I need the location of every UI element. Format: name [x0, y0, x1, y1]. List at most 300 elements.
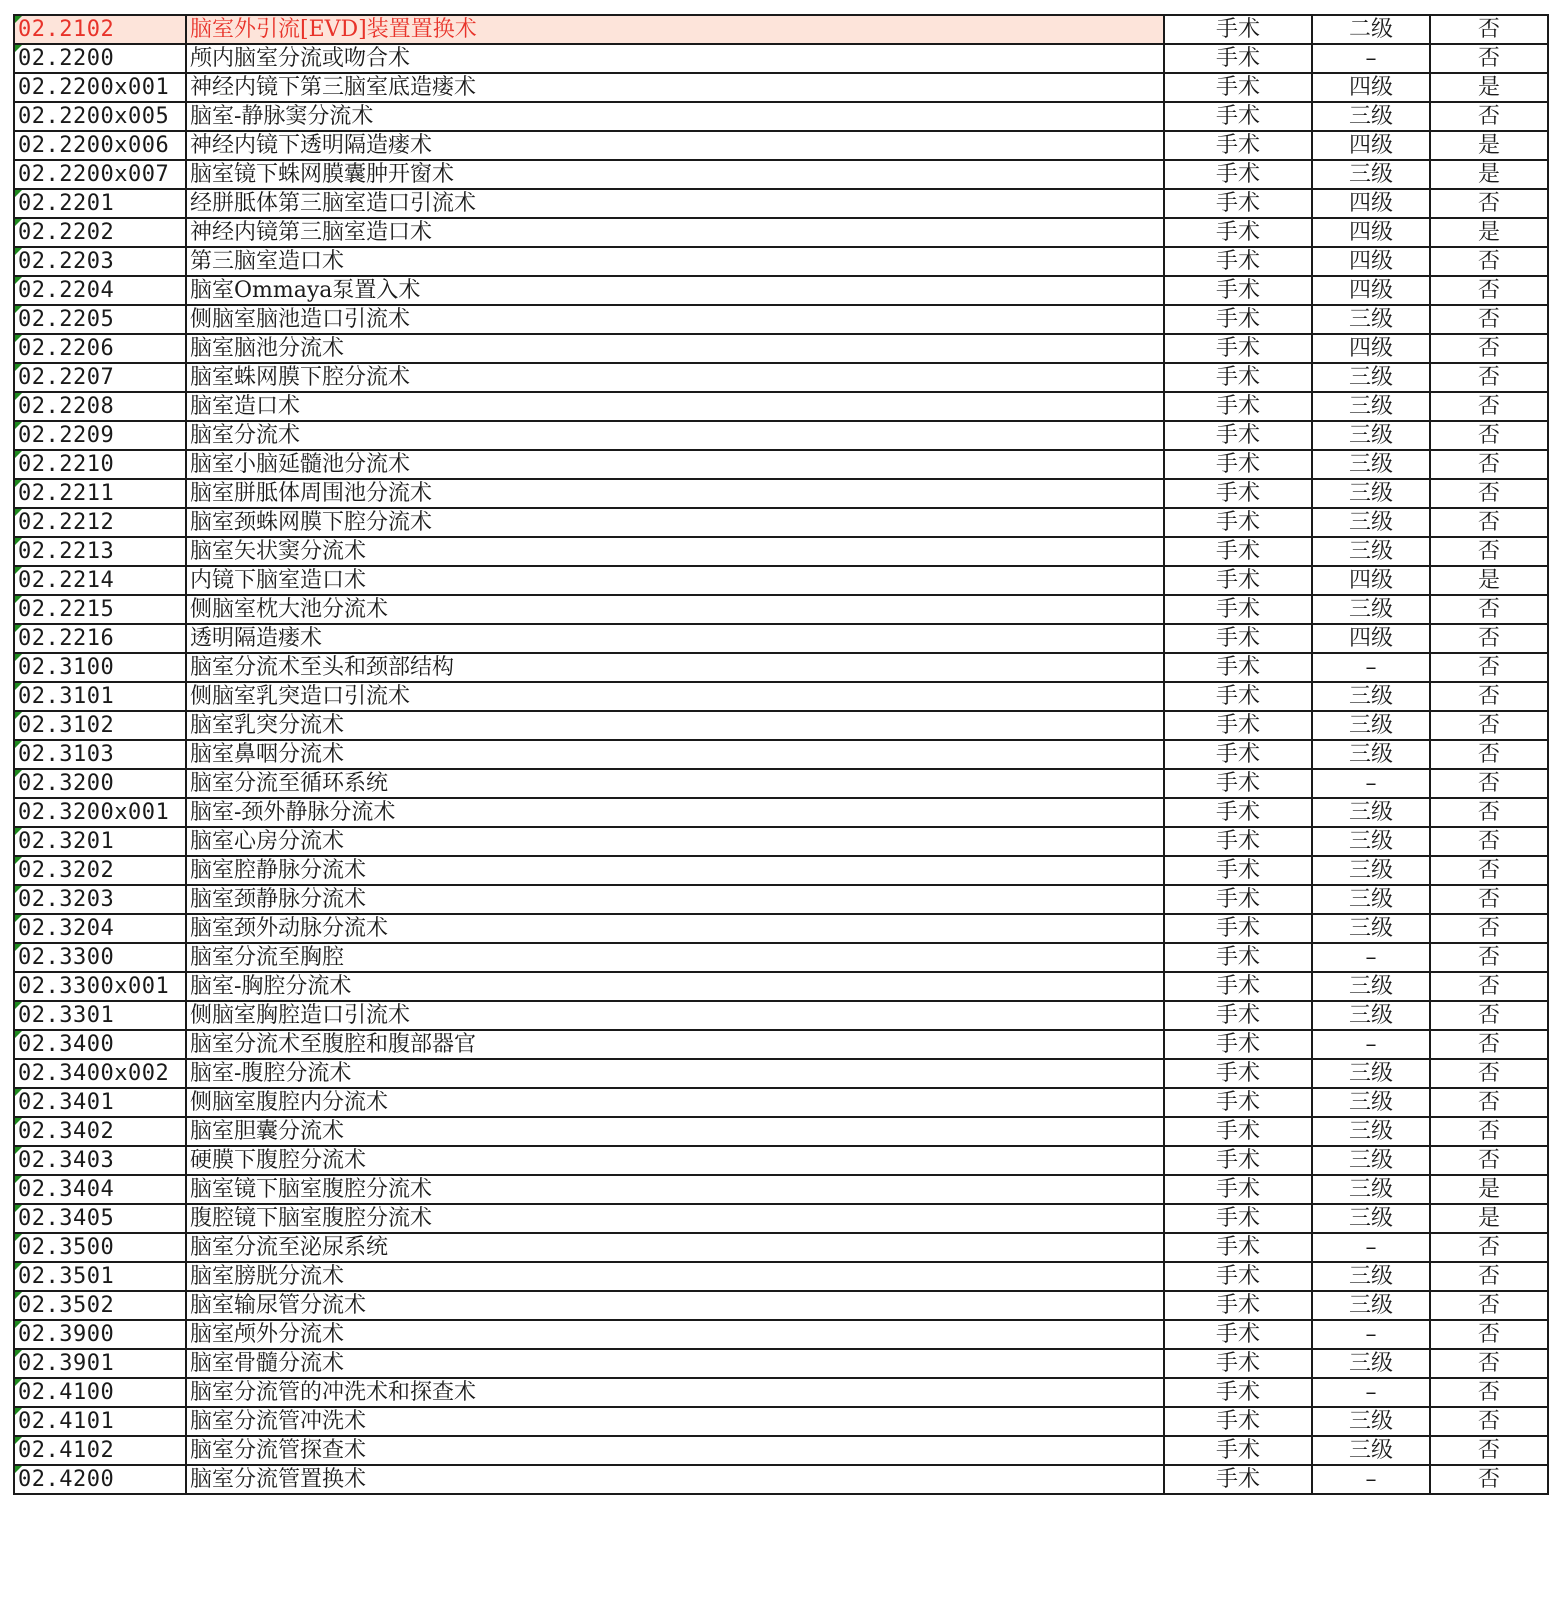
procedure-name-cell[interactable] — [186, 595, 1164, 624]
procedure-level: 三级 — [1348, 1264, 1393, 1289]
procedure-code-cell[interactable] — [14, 392, 186, 421]
procedure-flag: 否 — [1477, 684, 1500, 709]
procedure-code-cell[interactable] — [14, 827, 186, 856]
procedure-type-cell[interactable] — [1164, 1175, 1312, 1204]
procedure-flag-cell[interactable] — [1430, 885, 1548, 914]
procedure-level-cell[interactable] — [1312, 537, 1430, 566]
procedure-name-cell[interactable] — [186, 1378, 1164, 1407]
procedure-level-cell[interactable] — [1312, 1059, 1430, 1088]
procedure-level: 四级 — [1348, 75, 1393, 100]
procedure-name-cell[interactable] — [186, 914, 1164, 943]
procedure-name-cell[interactable] — [186, 334, 1164, 363]
procedure-flag-cell[interactable] — [1430, 1059, 1548, 1088]
procedure-flag-cell[interactable] — [1430, 160, 1548, 189]
procedure-type-cell[interactable] — [1164, 276, 1312, 305]
procedure-name-cell[interactable] — [186, 247, 1164, 276]
procedure-name-cell[interactable] — [186, 972, 1164, 1001]
procedure-type-cell[interactable] — [1164, 73, 1312, 102]
procedure-code-cell[interactable] — [14, 276, 186, 305]
procedure-code-cell[interactable] — [14, 566, 186, 595]
procedure-type-cell[interactable] — [1164, 740, 1312, 769]
procedure-type-cell[interactable] — [1164, 914, 1312, 943]
procedure-name-cell[interactable] — [186, 827, 1164, 856]
procedure-type-cell[interactable] — [1164, 1088, 1312, 1117]
procedure-code-cell[interactable] — [14, 1262, 186, 1291]
procedure-type-cell[interactable] — [1164, 653, 1312, 682]
procedure-type-cell[interactable] — [1164, 827, 1312, 856]
table-row — [14, 131, 1548, 160]
procedure-level-cell[interactable] — [1312, 595, 1430, 624]
procedure-flag-cell[interactable] — [1430, 1233, 1548, 1262]
procedure-name-cell[interactable] — [186, 1320, 1164, 1349]
procedure-code-cell[interactable] — [14, 682, 186, 711]
procedure-flag-cell[interactable] — [1430, 73, 1548, 102]
procedure-level: 四级 — [1348, 336, 1393, 361]
procedure-code-cell[interactable] — [14, 218, 186, 247]
procedure-level-cell[interactable] — [1312, 1117, 1430, 1146]
procedure-type-cell[interactable] — [1164, 1291, 1312, 1320]
procedure-flag-cell[interactable] — [1430, 334, 1548, 363]
procedure-name-cell[interactable] — [186, 1146, 1164, 1175]
procedure-code-cell[interactable] — [14, 1175, 186, 1204]
procedure-level-cell[interactable] — [1312, 1349, 1430, 1378]
procedure-level-cell[interactable] — [1312, 885, 1430, 914]
procedure-name-cell[interactable] — [186, 1059, 1164, 1088]
procedure-level-cell[interactable] — [1312, 740, 1430, 769]
procedure-flag-cell[interactable] — [1430, 1320, 1548, 1349]
procedure-level-cell[interactable] — [1312, 1436, 1430, 1465]
table-row — [14, 479, 1548, 508]
procedure-code-cell[interactable] — [14, 1204, 186, 1233]
procedure-level: 三级 — [1348, 510, 1393, 535]
procedure-code-cell[interactable] — [14, 15, 186, 44]
procedure-level-cell[interactable] — [1312, 1407, 1430, 1436]
procedure-table — [13, 14, 1549, 1495]
procedure-code-cell[interactable] — [14, 1349, 186, 1378]
procedure-flag-cell[interactable] — [1430, 1291, 1548, 1320]
procedure-type-cell[interactable] — [1164, 1204, 1312, 1233]
procedure-name-cell[interactable] — [186, 1175, 1164, 1204]
procedure-level-cell[interactable] — [1312, 682, 1430, 711]
procedure-level-cell[interactable] — [1312, 421, 1430, 450]
procedure-type-cell[interactable] — [1164, 1030, 1312, 1059]
procedure-flag-cell[interactable] — [1430, 653, 1548, 682]
procedure-code-cell[interactable] — [14, 363, 186, 392]
procedure-flag-cell[interactable] — [1430, 15, 1548, 44]
procedure-name-cell[interactable] — [186, 1407, 1164, 1436]
procedure-flag-cell[interactable] — [1430, 247, 1548, 276]
procedure-code-cell[interactable] — [14, 131, 186, 160]
procedure-name-cell[interactable] — [186, 1001, 1164, 1030]
procedure-code-cell[interactable] — [14, 1088, 186, 1117]
procedure-code-cell[interactable] — [14, 508, 186, 537]
procedure-flag-cell[interactable] — [1430, 1146, 1548, 1175]
procedure-code: 02.2203 — [18, 249, 115, 274]
procedure-flag-cell[interactable] — [1430, 508, 1548, 537]
procedure-name-cell[interactable] — [186, 1291, 1164, 1320]
text-number-warning-icon — [15, 1466, 22, 1473]
procedure-code-cell[interactable] — [14, 769, 186, 798]
procedure-name-cell[interactable] — [186, 653, 1164, 682]
procedure-flag-cell[interactable] — [1430, 44, 1548, 73]
procedure-type-cell[interactable] — [1164, 334, 1312, 363]
procedure-flag-cell[interactable] — [1430, 1262, 1548, 1291]
procedure-code: 02.2213 — [18, 539, 115, 564]
procedure-code-cell[interactable] — [14, 1291, 186, 1320]
procedure-level: 三级 — [1348, 1409, 1393, 1434]
procedure-code-cell[interactable] — [14, 972, 186, 1001]
procedure-flag-cell[interactable] — [1430, 682, 1548, 711]
procedure-code-cell[interactable] — [14, 247, 186, 276]
procedure-flag-cell[interactable] — [1430, 1088, 1548, 1117]
procedure-name-cell[interactable] — [186, 160, 1164, 189]
procedure-name-cell[interactable] — [186, 769, 1164, 798]
procedure-flag-cell[interactable] — [1430, 914, 1548, 943]
procedure-type-cell[interactable] — [1164, 247, 1312, 276]
procedure-flag-cell[interactable] — [1430, 1204, 1548, 1233]
procedure-flag-cell[interactable] — [1430, 131, 1548, 160]
procedure-code: 02.3203 — [18, 887, 115, 912]
procedure-type-cell[interactable] — [1164, 566, 1312, 595]
procedure-flag-cell[interactable] — [1430, 1349, 1548, 1378]
procedure-type-cell[interactable] — [1164, 624, 1312, 653]
procedure-flag-cell[interactable] — [1430, 1175, 1548, 1204]
procedure-type-cell[interactable] — [1164, 1001, 1312, 1030]
procedure-level-cell[interactable] — [1312, 1233, 1430, 1262]
procedure-type-cell[interactable] — [1164, 15, 1312, 44]
procedure-name-cell[interactable] — [186, 1233, 1164, 1262]
procedure-flag: 否 — [1477, 1467, 1500, 1492]
procedure-level-cell[interactable] — [1312, 653, 1430, 682]
table-row — [14, 1030, 1548, 1059]
procedure-name-cell[interactable] — [186, 189, 1164, 218]
procedure-name: 脑室分流术 — [190, 423, 301, 448]
procedure-level-cell[interactable] — [1312, 392, 1430, 421]
procedure-flag-cell[interactable] — [1430, 827, 1548, 856]
procedure-code: 02.2205 — [18, 307, 115, 332]
procedure-flag-cell[interactable] — [1430, 421, 1548, 450]
procedure-flag-cell[interactable] — [1430, 276, 1548, 305]
procedure-flag-cell[interactable] — [1430, 711, 1548, 740]
procedure-code-cell[interactable] — [14, 479, 186, 508]
procedure-code-cell[interactable] — [14, 1001, 186, 1030]
procedure-level: 三级 — [1348, 887, 1393, 912]
procedure-type-cell[interactable] — [1164, 1407, 1312, 1436]
procedure-type: 手术 — [1215, 742, 1260, 767]
procedure-type-cell[interactable] — [1164, 885, 1312, 914]
procedure-level-cell[interactable] — [1312, 1320, 1430, 1349]
procedure-code-cell[interactable] — [14, 914, 186, 943]
procedure-type-cell[interactable] — [1164, 1146, 1312, 1175]
procedure-type-cell[interactable] — [1164, 363, 1312, 392]
procedure-code-cell[interactable] — [14, 44, 186, 73]
table-row — [14, 450, 1548, 479]
procedure-level-cell[interactable] — [1312, 450, 1430, 479]
procedure-code-cell[interactable] — [14, 102, 186, 131]
procedure-level-cell[interactable] — [1312, 15, 1430, 44]
procedure-level-cell[interactable] — [1312, 160, 1430, 189]
procedure-type-cell[interactable] — [1164, 305, 1312, 334]
procedure-code: 02.3300 — [18, 945, 115, 970]
procedure-type: 手术 — [1215, 249, 1260, 274]
procedure-level-cell[interactable] — [1312, 1175, 1430, 1204]
procedure-level-cell[interactable] — [1312, 566, 1430, 595]
procedure-code-cell[interactable] — [14, 450, 186, 479]
procedure-level-cell[interactable] — [1312, 102, 1430, 131]
procedure-type: 手术 — [1215, 626, 1260, 651]
procedure-type-cell[interactable] — [1164, 1349, 1312, 1378]
procedure-type-cell[interactable] — [1164, 1436, 1312, 1465]
procedure-level: 三级 — [1348, 1090, 1393, 1115]
procedure-code-cell[interactable] — [14, 1407, 186, 1436]
procedure-type-cell[interactable] — [1164, 1262, 1312, 1291]
procedure-level-cell[interactable] — [1312, 189, 1430, 218]
procedure-code-cell[interactable] — [14, 653, 186, 682]
procedure-code-cell[interactable] — [14, 1378, 186, 1407]
procedure-level-cell[interactable] — [1312, 914, 1430, 943]
procedure-name-cell[interactable] — [186, 363, 1164, 392]
procedure-flag: 否 — [1477, 365, 1500, 390]
procedure-level-cell[interactable] — [1312, 479, 1430, 508]
procedure-code-cell[interactable] — [14, 305, 186, 334]
procedure-level-cell[interactable] — [1312, 247, 1430, 276]
procedure-name-cell[interactable] — [186, 1088, 1164, 1117]
procedure-name-cell[interactable] — [186, 1117, 1164, 1146]
procedure-code-cell[interactable] — [14, 1465, 186, 1494]
procedure-flag-cell[interactable] — [1430, 1001, 1548, 1030]
procedure-flag-cell[interactable] — [1430, 566, 1548, 595]
procedure-name-cell[interactable] — [186, 943, 1164, 972]
procedure-code-cell[interactable] — [14, 624, 186, 653]
procedure-level-cell[interactable] — [1312, 1146, 1430, 1175]
procedure-level-cell[interactable] — [1312, 827, 1430, 856]
procedure-name-cell[interactable] — [186, 1204, 1164, 1233]
procedure-type-cell[interactable] — [1164, 508, 1312, 537]
procedure-flag-cell[interactable] — [1430, 856, 1548, 885]
procedure-type-cell[interactable] — [1164, 218, 1312, 247]
procedure-code: 02.3500 — [18, 1235, 115, 1260]
procedure-flag: 否 — [1477, 1119, 1500, 1144]
procedure-name: 脑室输尿管分流术 — [190, 1293, 367, 1318]
procedure-level: 三级 — [1348, 1003, 1393, 1028]
procedure-code-cell[interactable] — [14, 334, 186, 363]
procedure-name-cell[interactable] — [186, 1262, 1164, 1291]
procedure-type-cell[interactable] — [1164, 189, 1312, 218]
procedure-code-cell[interactable] — [14, 189, 186, 218]
procedure-type-cell[interactable] — [1164, 972, 1312, 1001]
procedure-name-cell[interactable] — [186, 682, 1164, 711]
procedure-name-cell[interactable] — [186, 102, 1164, 131]
procedure-flag-cell[interactable] — [1430, 1407, 1548, 1436]
procedure-type-cell[interactable] — [1164, 595, 1312, 624]
procedure-level-cell[interactable] — [1312, 1378, 1430, 1407]
procedure-level-cell[interactable] — [1312, 131, 1430, 160]
procedure-level-cell[interactable] — [1312, 363, 1430, 392]
procedure-type-cell[interactable] — [1164, 450, 1312, 479]
procedure-name-cell[interactable] — [186, 305, 1164, 334]
procedure-flag-cell[interactable] — [1430, 1436, 1548, 1465]
procedure-name-cell[interactable] — [186, 131, 1164, 160]
procedure-name-cell[interactable] — [186, 624, 1164, 653]
procedure-name-cell[interactable] — [186, 218, 1164, 247]
procedure-name-cell[interactable] — [186, 566, 1164, 595]
procedure-name-cell[interactable] — [186, 1465, 1164, 1494]
procedure-name: 经胼胝体第三脑室造口引流术 — [190, 191, 477, 216]
procedure-flag-cell[interactable] — [1430, 943, 1548, 972]
procedure-type-cell[interactable] — [1164, 1117, 1312, 1146]
procedure-flag-cell[interactable] — [1430, 450, 1548, 479]
procedure-code-cell[interactable] — [14, 1030, 186, 1059]
procedure-level-cell[interactable] — [1312, 305, 1430, 334]
procedure-level-cell[interactable] — [1312, 1465, 1430, 1494]
procedure-type-cell[interactable] — [1164, 1320, 1312, 1349]
procedure-type-cell[interactable] — [1164, 131, 1312, 160]
procedure-type-cell[interactable] — [1164, 1059, 1312, 1088]
procedure-flag-cell[interactable] — [1430, 392, 1548, 421]
procedure-name-cell[interactable] — [186, 1349, 1164, 1378]
procedure-code-cell[interactable] — [14, 1059, 186, 1088]
procedure-flag-cell[interactable] — [1430, 740, 1548, 769]
procedure-flag-cell[interactable] — [1430, 305, 1548, 334]
procedure-name-cell[interactable] — [186, 450, 1164, 479]
procedure-type-cell[interactable] — [1164, 479, 1312, 508]
procedure-code-cell[interactable] — [14, 943, 186, 972]
procedure-name-cell[interactable] — [186, 421, 1164, 450]
procedure-flag-cell[interactable] — [1430, 363, 1548, 392]
procedure-level-cell[interactable] — [1312, 1001, 1430, 1030]
procedure-level-cell[interactable] — [1312, 711, 1430, 740]
procedure-flag-cell[interactable] — [1430, 1378, 1548, 1407]
procedure-level-cell[interactable] — [1312, 44, 1430, 73]
procedure-level-cell[interactable] — [1312, 943, 1430, 972]
procedure-level-cell[interactable] — [1312, 798, 1430, 827]
procedure-type-cell[interactable] — [1164, 160, 1312, 189]
procedure-flag-cell[interactable] — [1430, 624, 1548, 653]
procedure-level-cell[interactable] — [1312, 856, 1430, 885]
procedure-level: – — [1365, 945, 1377, 970]
procedure-code-cell[interactable] — [14, 595, 186, 624]
procedure-name-cell[interactable] — [186, 1436, 1164, 1465]
procedure-name-cell[interactable] — [186, 711, 1164, 740]
procedure-level-cell[interactable] — [1312, 769, 1430, 798]
procedure-name-cell[interactable] — [186, 73, 1164, 102]
procedure-name-cell[interactable] — [186, 798, 1164, 827]
procedure-level: – — [1365, 1467, 1377, 1492]
procedure-name: 脑室分流管的冲洗术和探查术 — [190, 1380, 477, 1405]
procedure-name-cell[interactable] — [186, 740, 1164, 769]
procedure-level-cell[interactable] — [1312, 73, 1430, 102]
procedure-level-cell[interactable] — [1312, 276, 1430, 305]
procedure-code-cell[interactable] — [14, 1436, 186, 1465]
procedure-code-cell[interactable] — [14, 73, 186, 102]
procedure-flag-cell[interactable] — [1430, 1117, 1548, 1146]
procedure-code-cell[interactable] — [14, 1117, 186, 1146]
procedure-level-cell[interactable] — [1312, 1204, 1430, 1233]
procedure-name-cell[interactable] — [186, 1030, 1164, 1059]
procedure-type: 手术 — [1215, 1264, 1260, 1289]
table-row — [14, 15, 1548, 44]
procedure-code-cell[interactable] — [14, 160, 186, 189]
procedure-code-cell[interactable] — [14, 1320, 186, 1349]
procedure-level-cell[interactable] — [1312, 334, 1430, 363]
procedure-level-cell[interactable] — [1312, 1088, 1430, 1117]
procedure-type-cell[interactable] — [1164, 943, 1312, 972]
procedure-code-cell[interactable] — [14, 885, 186, 914]
procedure-code-cell[interactable] — [14, 711, 186, 740]
procedure-flag: 否 — [1477, 17, 1500, 42]
text-number-warning-icon — [15, 1321, 22, 1328]
procedure-name-cell[interactable] — [186, 479, 1164, 508]
procedure-type-cell[interactable] — [1164, 856, 1312, 885]
procedure-flag-cell[interactable] — [1430, 972, 1548, 1001]
text-number-warning-icon — [15, 1292, 22, 1299]
procedure-name-cell[interactable] — [186, 392, 1164, 421]
procedure-flag-cell[interactable] — [1430, 218, 1548, 247]
procedure-type-cell[interactable] — [1164, 421, 1312, 450]
procedure-flag-cell[interactable] — [1430, 1465, 1548, 1494]
procedure-name-cell[interactable] — [186, 885, 1164, 914]
procedure-level-cell[interactable] — [1312, 624, 1430, 653]
procedure-flag-cell[interactable] — [1430, 769, 1548, 798]
procedure-flag-cell[interactable] — [1430, 479, 1548, 508]
procedure-type-cell[interactable] — [1164, 392, 1312, 421]
procedure-type-cell[interactable] — [1164, 682, 1312, 711]
procedure-type-cell[interactable] — [1164, 711, 1312, 740]
procedure-name-cell[interactable] — [186, 44, 1164, 73]
procedure-name-cell[interactable] — [186, 276, 1164, 305]
procedure-flag-cell[interactable] — [1430, 537, 1548, 566]
procedure-code: 02.3300x001 — [18, 974, 170, 999]
procedure-flag-cell[interactable] — [1430, 1030, 1548, 1059]
procedure-type: 手术 — [1215, 481, 1260, 506]
procedure-type: 手术 — [1215, 1148, 1260, 1173]
procedure-level-cell[interactable] — [1312, 1262, 1430, 1291]
procedure-level-cell[interactable] — [1312, 508, 1430, 537]
procedure-level-cell[interactable] — [1312, 218, 1430, 247]
procedure-code-cell[interactable] — [14, 1146, 186, 1175]
procedure-name-cell[interactable] — [186, 15, 1164, 44]
procedure-type-cell[interactable] — [1164, 769, 1312, 798]
procedure-flag: 否 — [1477, 1293, 1500, 1318]
procedure-code-cell[interactable] — [14, 856, 186, 885]
procedure-flag-cell[interactable] — [1430, 595, 1548, 624]
procedure-flag: 是 — [1477, 220, 1500, 245]
procedure-flag-cell[interactable] — [1430, 102, 1548, 131]
procedure-type-cell[interactable] — [1164, 44, 1312, 73]
procedure-code-cell[interactable] — [14, 1233, 186, 1262]
procedure-code-cell[interactable] — [14, 740, 186, 769]
procedure-type-cell[interactable] — [1164, 537, 1312, 566]
procedure-level-cell[interactable] — [1312, 972, 1430, 1001]
procedure-name-cell[interactable] — [186, 508, 1164, 537]
procedure-name-cell[interactable] — [186, 537, 1164, 566]
procedure-code-cell[interactable] — [14, 798, 186, 827]
procedure-code-cell[interactable] — [14, 537, 186, 566]
procedure-type-cell[interactable] — [1164, 1378, 1312, 1407]
procedure-flag-cell[interactable] — [1430, 798, 1548, 827]
text-number-warning-icon — [15, 393, 22, 400]
procedure-code-cell[interactable] — [14, 421, 186, 450]
procedure-flag-cell[interactable] — [1430, 189, 1548, 218]
procedure-level-cell[interactable] — [1312, 1030, 1430, 1059]
procedure-type-cell[interactable] — [1164, 1233, 1312, 1262]
table-row — [14, 44, 1548, 73]
procedure-type-cell[interactable] — [1164, 798, 1312, 827]
procedure-type-cell[interactable] — [1164, 102, 1312, 131]
procedure-level-cell[interactable] — [1312, 1291, 1430, 1320]
procedure-type-cell[interactable] — [1164, 1465, 1312, 1494]
procedure-name-cell[interactable] — [186, 856, 1164, 885]
